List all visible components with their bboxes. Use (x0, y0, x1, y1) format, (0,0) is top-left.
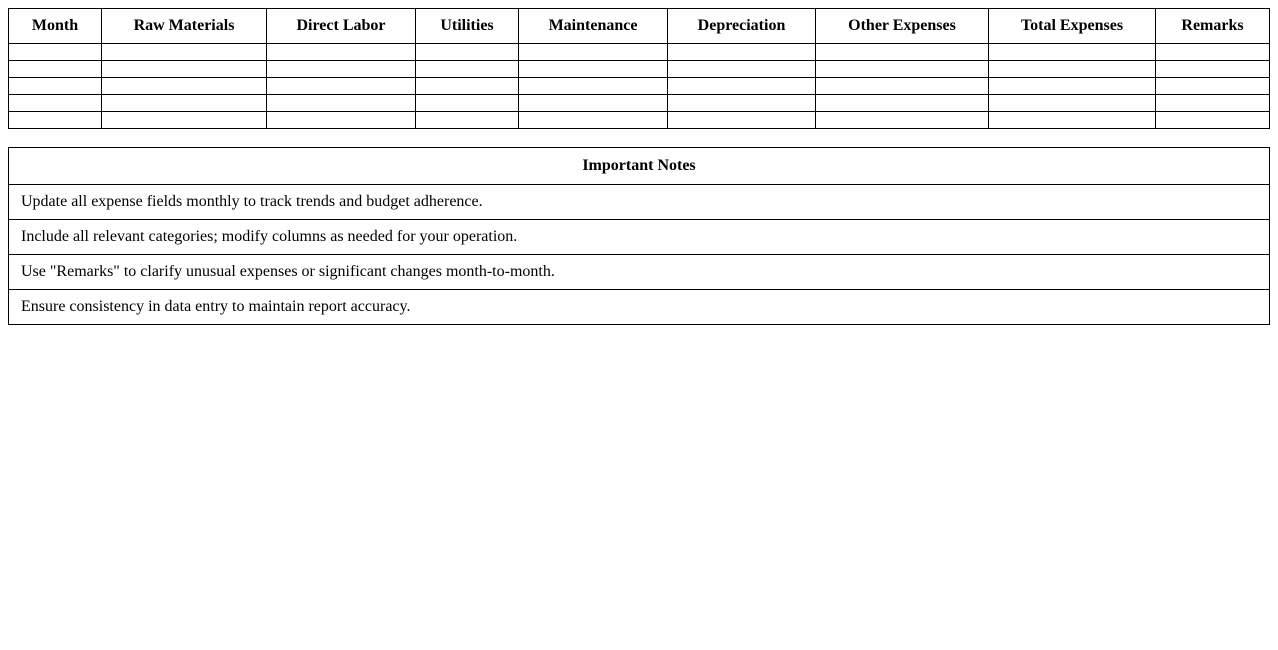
table-cell[interactable] (668, 44, 816, 61)
table-cell[interactable] (816, 78, 989, 95)
table-cell[interactable] (416, 78, 519, 95)
col-header-direct-labor: Direct Labor (267, 9, 416, 44)
table-cell[interactable] (1156, 44, 1270, 61)
table-cell[interactable] (9, 112, 102, 129)
note-row (9, 220, 1270, 255)
notes-title: Important Notes (9, 148, 1270, 185)
note-row (9, 290, 1270, 325)
table-cell[interactable] (9, 78, 102, 95)
table-cell[interactable] (668, 112, 816, 129)
table-cell[interactable] (519, 44, 668, 61)
col-header-month: Month (9, 9, 102, 44)
col-header-raw-materials: Raw Materials (102, 9, 267, 44)
table-row (9, 78, 1270, 95)
note-row (9, 255, 1270, 290)
table-cell[interactable] (9, 61, 102, 78)
col-header-total-expenses: Total Expenses (989, 9, 1156, 44)
table-cell[interactable] (519, 95, 668, 112)
table-cell[interactable] (267, 44, 416, 61)
col-header-remarks: Remarks (1156, 9, 1270, 44)
col-header-maintenance: Maintenance (519, 9, 668, 44)
table-cell[interactable] (102, 112, 267, 129)
table-cell[interactable] (416, 61, 519, 78)
table-cell[interactable] (416, 44, 519, 61)
col-header-other-expenses: Other Expenses (816, 9, 989, 44)
note-item: Ensure consistency in data entry to maintain report accuracy. (9, 290, 1270, 325)
col-header-depreciation: Depreciation (668, 9, 816, 44)
table-cell[interactable] (989, 95, 1156, 112)
table-cell[interactable] (816, 112, 989, 129)
table-cell[interactable] (9, 95, 102, 112)
table-cell[interactable] (816, 61, 989, 78)
note-item: Use "Remarks" to clarify unusual expenses or significant changes month-to-month. (9, 255, 1270, 290)
table-cell[interactable] (989, 112, 1156, 129)
table-row (9, 112, 1270, 129)
table-cell[interactable] (1156, 95, 1270, 112)
table-cell[interactable] (989, 78, 1156, 95)
table-cell[interactable] (1156, 78, 1270, 95)
table-row (9, 95, 1270, 112)
table-cell[interactable] (1156, 112, 1270, 129)
table-cell[interactable] (102, 78, 267, 95)
table-cell[interactable] (668, 95, 816, 112)
table-cell[interactable] (816, 95, 989, 112)
table-cell[interactable] (267, 61, 416, 78)
table-cell[interactable] (416, 112, 519, 129)
table-cell[interactable] (267, 112, 416, 129)
table-cell[interactable] (267, 78, 416, 95)
table-cell[interactable] (102, 95, 267, 112)
table-cell[interactable] (519, 112, 668, 129)
table-cell[interactable] (989, 44, 1156, 61)
table-cell[interactable] (267, 95, 416, 112)
note-item: Update all expense fields monthly to track trends and budget adherence. (9, 185, 1270, 220)
col-header-utilities: Utilities (416, 9, 519, 44)
table-cell[interactable] (668, 78, 816, 95)
table-cell[interactable] (668, 61, 816, 78)
table-cell[interactable] (9, 44, 102, 61)
table-cell[interactable] (816, 44, 989, 61)
table-row (9, 44, 1270, 61)
expense-table (8, 8, 1270, 129)
table-cell[interactable] (519, 78, 668, 95)
table-cell[interactable] (989, 61, 1156, 78)
header-row (9, 9, 1270, 44)
note-item: Include all relevant categories; modify columns as needed for your operation. (9, 220, 1270, 255)
table-row (9, 61, 1270, 78)
note-row (9, 185, 1270, 220)
table-cell[interactable] (416, 95, 519, 112)
table-cell[interactable] (102, 44, 267, 61)
notes-table (8, 147, 1270, 325)
notes-header-row (9, 148, 1270, 185)
table-cell[interactable] (519, 61, 668, 78)
table-cell[interactable] (102, 61, 267, 78)
table-cell[interactable] (1156, 61, 1270, 78)
